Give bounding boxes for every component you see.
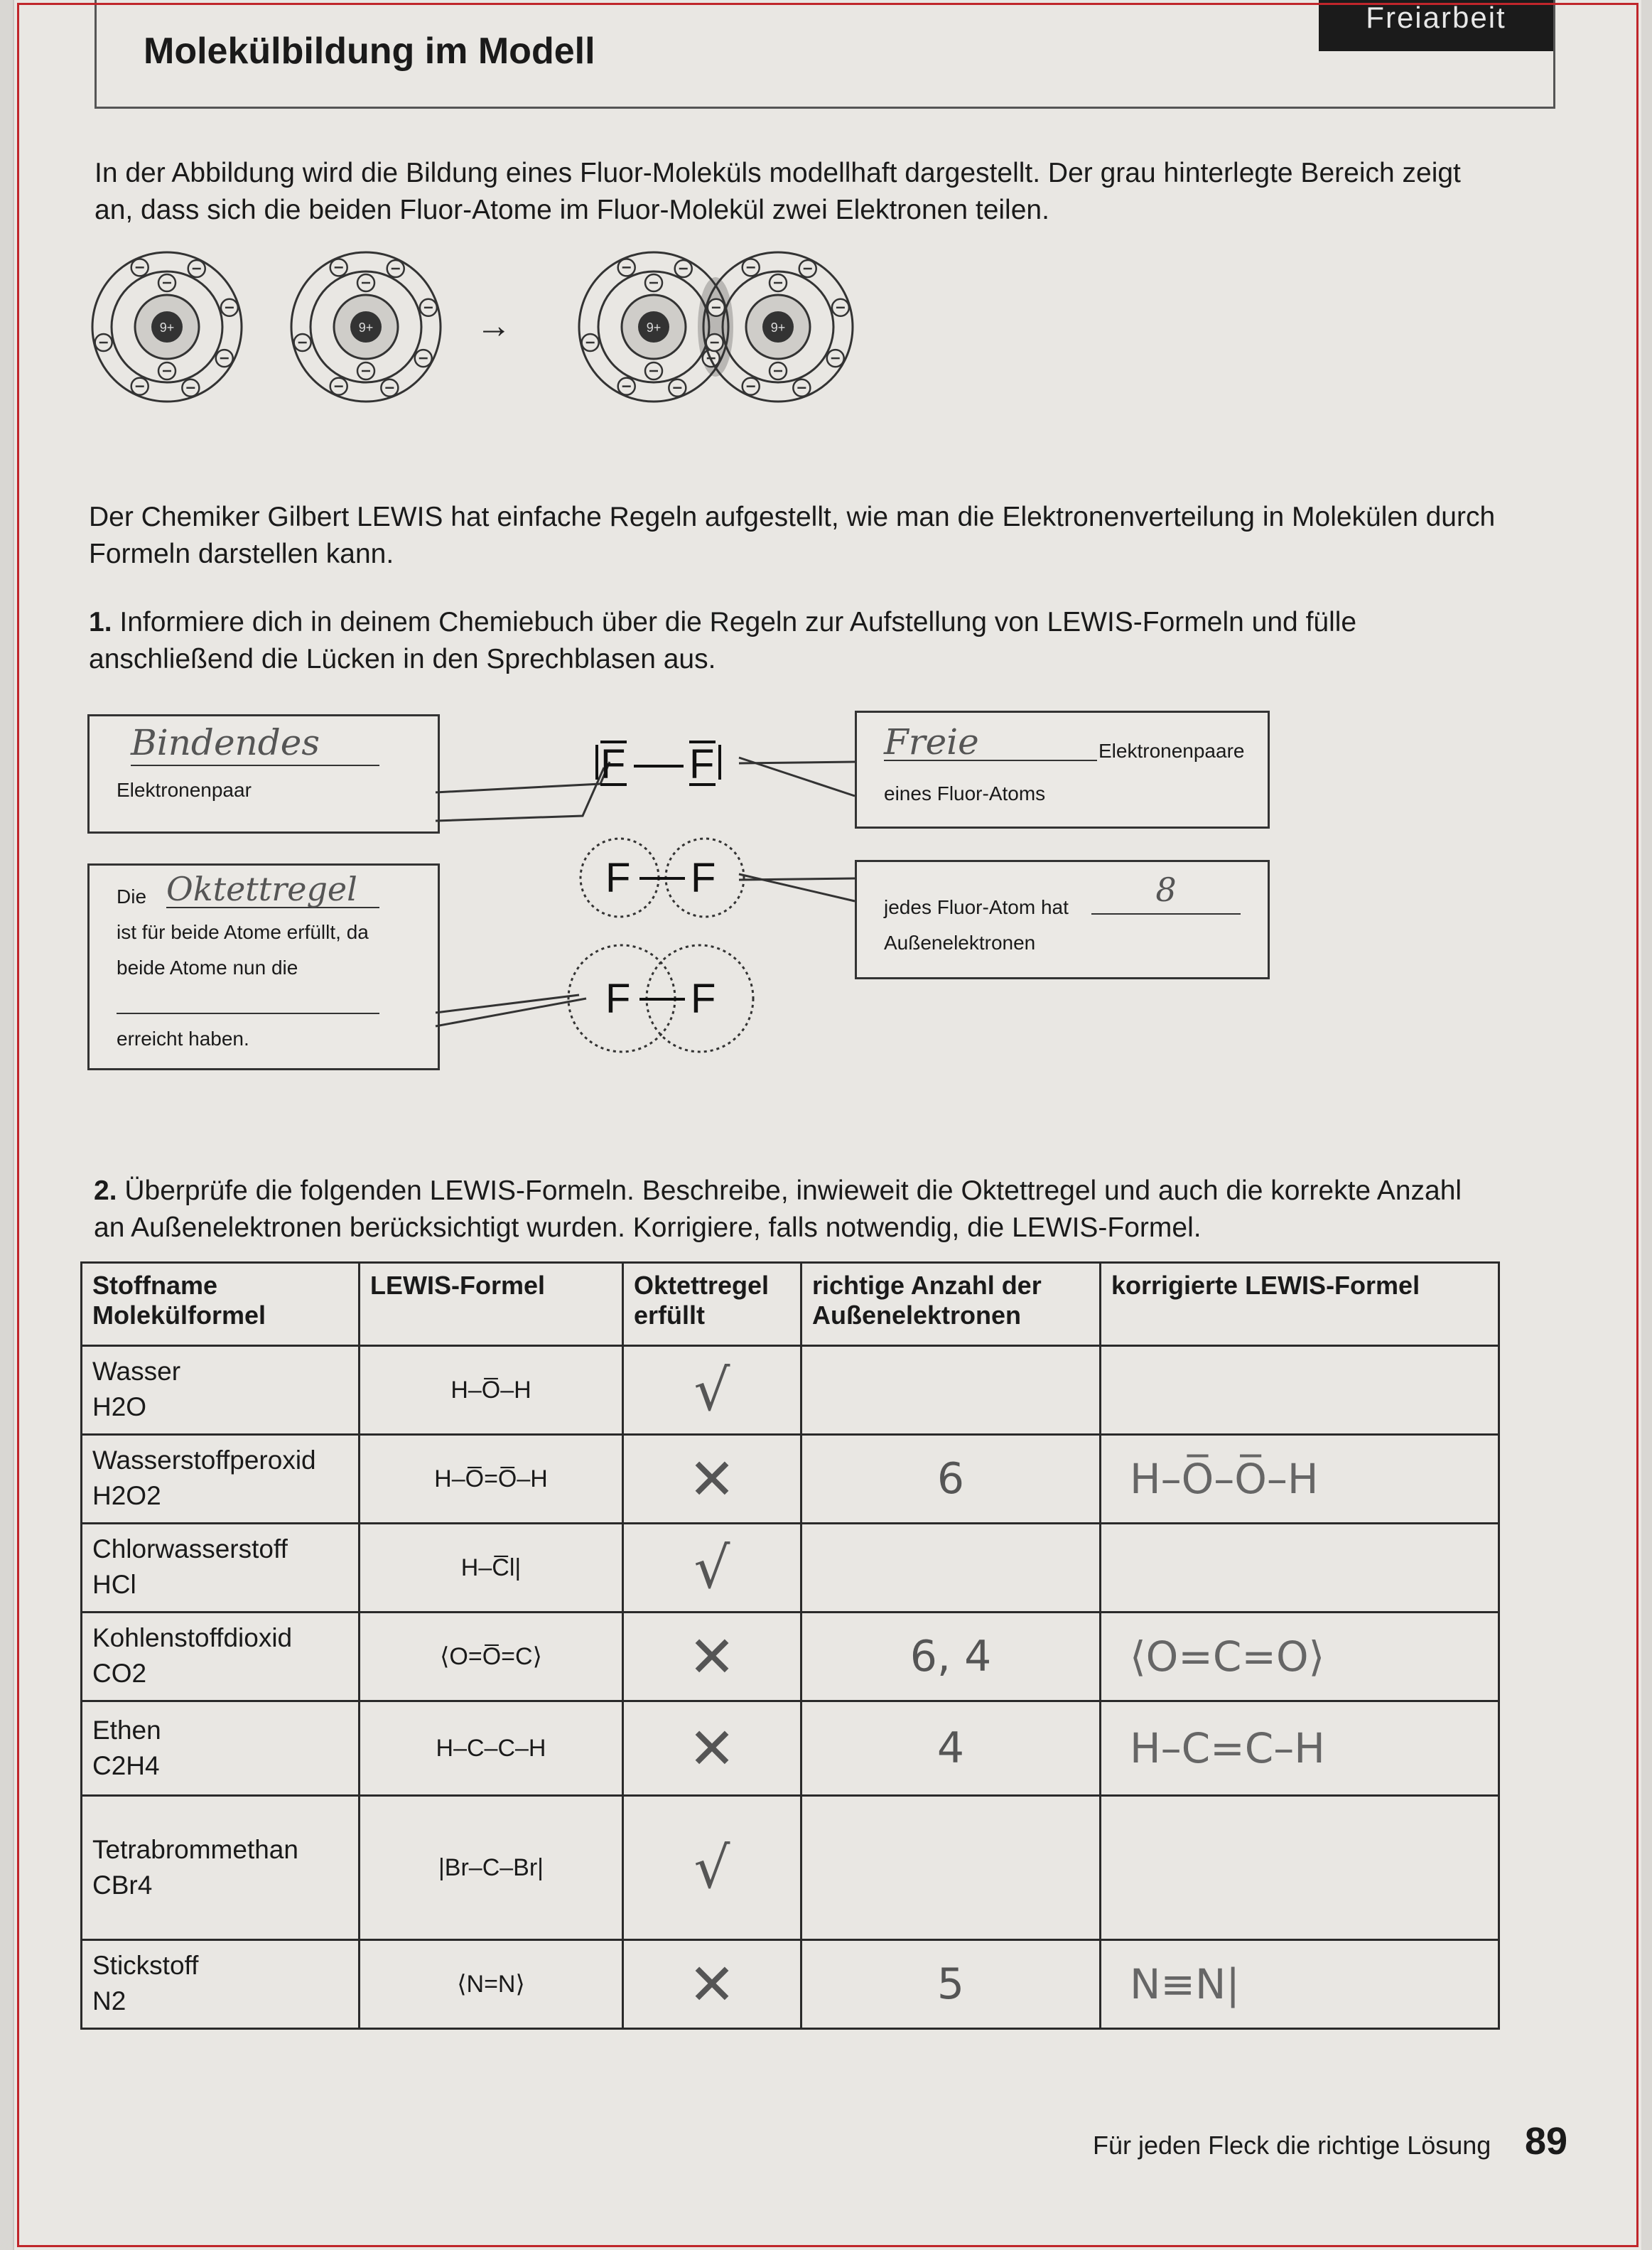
- cell-name: [82, 1346, 360, 1435]
- nucleus-charge: 9+: [159, 321, 175, 335]
- substance-name: Stickstoff: [92, 1951, 199, 1980]
- substance-name: Wasser: [92, 1357, 181, 1386]
- table-row: [82, 1346, 1499, 1435]
- nucleus-charge: 9+: [770, 321, 786, 335]
- intro-text: In der Abbildung wird die Bildung eines Fluor-Moleküls modellhaft dargestellt. Der grau hinterlegte Bereich zeigt an, dass sich die beiden Fluor-Atome im Fluor-Molekül zwei Elektronen teilen.: [95, 158, 1461, 225]
- table-row: [82, 1613, 1499, 1701]
- fluorine-left: F: [600, 741, 626, 787]
- substance-name: Chlorwasserstoff: [92, 1534, 288, 1563]
- answer-octet[interactable]: Oktettregel: [166, 870, 379, 908]
- cell-name: [82, 1613, 360, 1701]
- molecular-formula: H2O2: [92, 1481, 161, 1510]
- cell-corrected[interactable]: [1101, 1796, 1499, 1940]
- footer-text: Für jeden Fleck die richtige Lösung: [1093, 2131, 1491, 2160]
- bubble-label: eines Fluor-Atoms: [884, 782, 1046, 804]
- nucleus-charge: 9+: [646, 321, 662, 335]
- cell-electrons[interactable]: 6: [801, 1435, 1101, 1524]
- cell-lewis: H–C–C–H: [360, 1701, 623, 1796]
- molecular-formula: C2H4: [92, 1751, 160, 1780]
- answer-blank[interactable]: [117, 1011, 379, 1014]
- bubble-octet: [87, 863, 440, 1070]
- task2-body: Überprüfe die folgenden LEWIS-Formeln. Beschreibe, inwieweit die Oktettregel und auch die korrekte Anzahl an Außenelektronen berücksichtigt wurden. Korrigiere, falls notwendig, die LEWIS-Formel.: [94, 1175, 1462, 1243]
- f2-lewis-diagrams: [426, 711, 881, 1080]
- substance-name: Tetrabrommethan: [92, 1835, 298, 1864]
- cell-corrected[interactable]: [1101, 1346, 1499, 1435]
- bubble-line3: beide Atome nun die: [117, 957, 298, 979]
- header-corrected: korrigierte LEWIS-Formel: [1101, 1263, 1499, 1346]
- f2-two-octets: [581, 839, 744, 917]
- header-octet: Oktettregel erfüllt: [623, 1263, 801, 1346]
- table-row: [82, 1796, 1499, 1940]
- cell-corrected[interactable]: N≡N|: [1101, 1940, 1499, 2029]
- reaction-arrow: →: [476, 306, 512, 345]
- cell-electrons[interactable]: [801, 1524, 1101, 1613]
- table-row: [82, 1435, 1499, 1524]
- cell-electrons[interactable]: 6, 4: [801, 1613, 1101, 1701]
- cell-lewis: |Br–C–Br|: [360, 1796, 623, 1940]
- header-formula-label: Molekülformel: [92, 1301, 266, 1330]
- task1-text: [89, 604, 1496, 678]
- cell-lewis: H–O̅=O̅–H: [360, 1435, 623, 1524]
- f2-lewis-bond: [597, 741, 720, 787]
- substance-name: Wasserstoffperoxid: [92, 1446, 316, 1475]
- bubble-line5: erreicht haben.: [117, 1028, 249, 1050]
- task2-text: [94, 1173, 1494, 1247]
- cell-corrected[interactable]: H–C=C–H: [1101, 1701, 1499, 1796]
- bubble-pointers: [436, 758, 855, 1026]
- molecular-formula: N2: [92, 1986, 126, 2015]
- fluorine-atom-model: [291, 252, 441, 402]
- cell-lewis: ⟨N=N⟩: [360, 1940, 623, 2029]
- fluorine-left: F: [605, 976, 631, 1022]
- molecular-formula: HCl: [92, 1570, 136, 1599]
- header-electrons: richtige Anzahl der Außenelektronen: [801, 1263, 1101, 1346]
- bubble-line2: Außenelektronen: [884, 932, 1036, 954]
- fluorine-right: F: [689, 741, 715, 787]
- answer-free[interactable]: Freie: [884, 721, 1097, 761]
- task2-number: 2.: [94, 1175, 117, 1206]
- cell-electrons[interactable]: [801, 1796, 1101, 1940]
- lewis-table: [80, 1261, 1500, 2030]
- cell-lewis: ⟨O=O̅=C⟩: [360, 1613, 623, 1701]
- cell-octet[interactable]: √: [623, 1796, 801, 1940]
- f2-shared-pair: [568, 945, 753, 1052]
- fluorine-right: F: [691, 976, 716, 1022]
- cell-octet[interactable]: ✕: [623, 1435, 801, 1524]
- cell-name: [82, 1435, 360, 1524]
- task1-number: 1.: [89, 607, 112, 637]
- bubble-line2: ist für beide Atome erfüllt, da: [117, 921, 369, 943]
- molecular-formula: H2O: [92, 1392, 147, 1421]
- bubble-label-right: Elektronenpaare: [1098, 740, 1245, 762]
- atom-models: [92, 252, 853, 402]
- cell-corrected[interactable]: H–O̅–O̅–H: [1101, 1435, 1499, 1524]
- cell-name: [82, 1796, 360, 1940]
- worksheet-page: [13, 0, 1641, 2250]
- fluorine-atom-model: [92, 252, 242, 402]
- page-title: Molekülbildung im Modell: [144, 31, 595, 72]
- header-name-label: Stoffname: [92, 1271, 218, 1300]
- cell-lewis: H–C̅l|: [360, 1524, 623, 1613]
- freiarbeit-tag: Freiarbeit: [1319, 0, 1553, 51]
- molecular-formula: CO2: [92, 1659, 147, 1688]
- table-row: [82, 1940, 1499, 2029]
- answer-count[interactable]: 8: [1091, 871, 1241, 915]
- table-row: [82, 1524, 1499, 1613]
- cell-octet[interactable]: ✕: [623, 1613, 801, 1701]
- cell-name: [82, 1701, 360, 1796]
- cell-name: [82, 1524, 360, 1613]
- cell-corrected[interactable]: ⟨O=C=O⟩: [1101, 1613, 1499, 1701]
- header-name: [82, 1263, 360, 1346]
- molecular-formula: CBr4: [92, 1870, 153, 1900]
- page-number: 89: [1525, 2120, 1568, 2163]
- fluorine-left: F: [605, 855, 631, 901]
- bubble-bonding-pair: [87, 714, 440, 834]
- bubble-outer-electrons: [855, 860, 1270, 979]
- bubble-line1: jedes Fluor-Atom hat: [884, 896, 1069, 918]
- cell-electrons[interactable]: 5: [801, 1940, 1101, 2029]
- bubble-prefix: Die: [117, 886, 147, 908]
- fluorine-model-diagram: [85, 242, 909, 419]
- cell-octet[interactable]: ✕: [623, 1701, 801, 1796]
- lewis-intro-text: Der Chemiker Gilbert LEWIS hat einfache Regeln aufgestellt, wie man die Elektronenverteilung in Molekülen durch Formeln darstellen kann.: [89, 502, 1496, 569]
- bubble-free-pairs: [855, 711, 1270, 829]
- table-header-row: [82, 1263, 1499, 1346]
- cell-octet[interactable]: √: [623, 1524, 801, 1613]
- nucleus-charge: 9+: [358, 321, 374, 335]
- cell-name: [82, 1940, 360, 2029]
- cell-electrons[interactable]: [801, 1346, 1101, 1435]
- task1-body: Informiere dich in deinem Chemiebuch über die Regeln zur Aufstellung von LEWIS-Formeln und fülle anschließend die Lücken in den Sprechblasen aus.: [89, 607, 1357, 674]
- cell-corrected[interactable]: [1101, 1524, 1499, 1613]
- substance-name: Kohlenstoffdioxid: [92, 1623, 293, 1652]
- cell-octet[interactable]: √: [623, 1346, 801, 1435]
- cell-octet[interactable]: ✕: [623, 1940, 801, 2029]
- substance-name: Ethen: [92, 1716, 161, 1745]
- table-row: [82, 1701, 1499, 1796]
- cell-lewis: H–O̅–H: [360, 1346, 623, 1435]
- header-lewis: LEWIS-Formel: [360, 1263, 623, 1346]
- cell-electrons[interactable]: 4: [801, 1701, 1101, 1796]
- bubble-label: Elektronenpaar: [117, 779, 252, 801]
- fluorine-right: F: [691, 855, 716, 901]
- answer-bonding[interactable]: Bindendes: [131, 722, 379, 766]
